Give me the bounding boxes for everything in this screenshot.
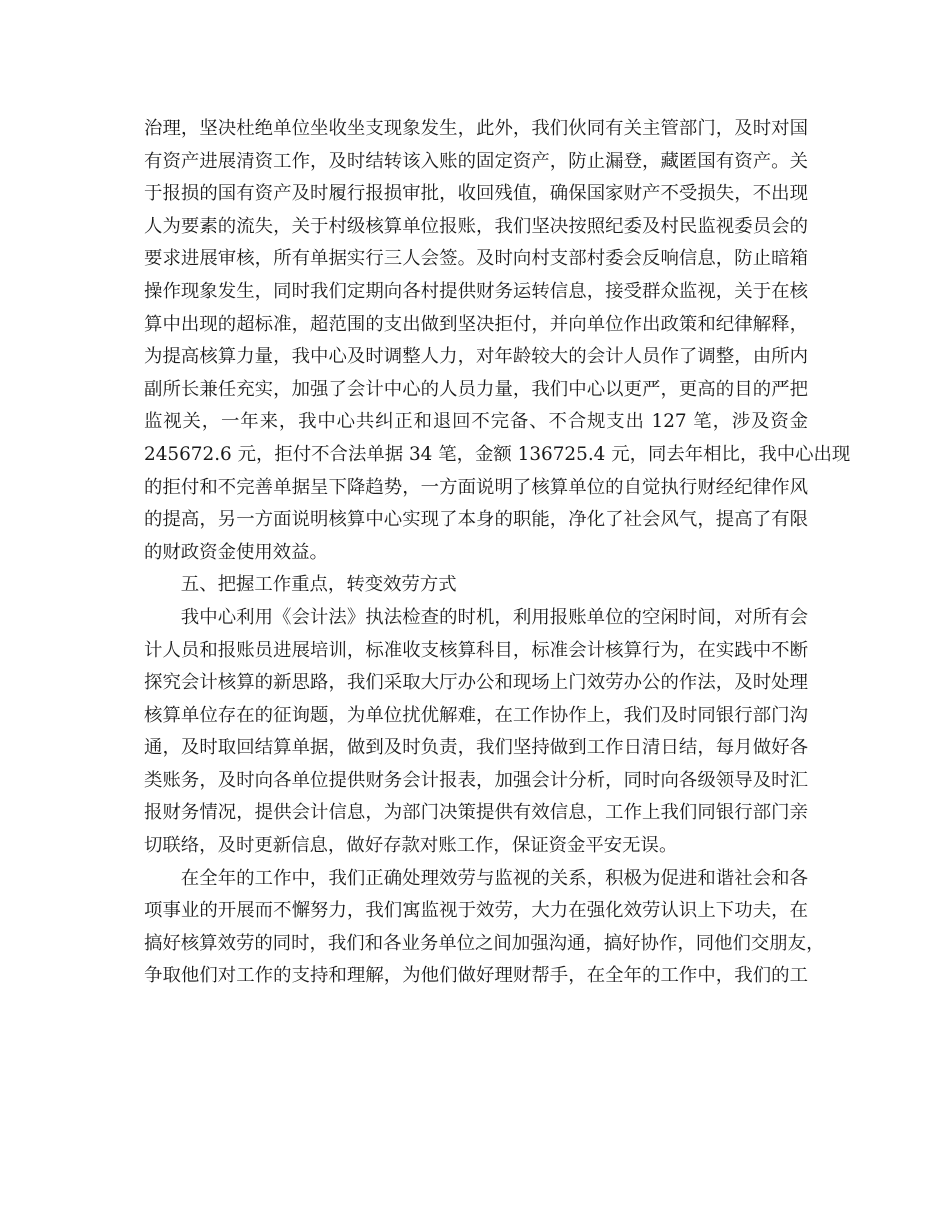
text-line: 计人员和报账员进展培训，标准收支核算科目，标准会计核算行为，在实践中不断 bbox=[144, 639, 808, 661]
text-line: 于报损的国有资产及时履行报损审批，收回残值，确保国家财产不受损失，不出现 bbox=[144, 183, 808, 205]
text-line: 要求进展审核，所有单据实行三人会签。及时向村支部村委会反响信息，防止暗箱 bbox=[144, 248, 808, 270]
text-line: 算中出现的超标准，超范围的支出做到坚决拒付，并向单位作出政策和纪律解释， bbox=[144, 313, 808, 335]
text-line: 探究会计核算的新思路，我们采取大厅办公和现场上门效劳办公的作法，及时处理 bbox=[144, 672, 808, 694]
text-line: 争取他们对工作的支持和理解，为他们做好理财帮手，在全年的工作中，我们的工 bbox=[144, 965, 808, 987]
paragraph bbox=[144, 602, 808, 863]
paragraph bbox=[144, 569, 808, 602]
text-line: 我中心利用《会计法》执法检查的时机，利用报账单位的空闲时间，对所有会 bbox=[180, 606, 808, 628]
text-line: 搞好核算效劳的同时，我们和各业务单位之间加强沟通，搞好协作，同他们交朋友， bbox=[144, 932, 825, 954]
text-line: 245672.6 元，拒付不合法单据 34 笔，金额 136725.4 元，同去年相比，我中心出现 bbox=[144, 443, 851, 465]
text-line: 人为要素的流失，关于村级核算单位报账，我们坚决按照纪委及村民监视委员会的 bbox=[144, 215, 808, 237]
document-body bbox=[144, 113, 851, 993]
text-line: 五、把握工作重点，转变效劳方式 bbox=[180, 574, 457, 596]
text-line: 报财务情况，提供会计信息，为部门决策提供有效信息，工作上我们同银行部门亲 bbox=[144, 802, 808, 824]
paragraph bbox=[144, 863, 825, 993]
text-line: 核算单位存在的征询题，为单位扰优解难，在工作协作上，我们及时同银行部门沟 bbox=[144, 704, 808, 726]
text-line: 为提高核算力量，我中心及时调整人力，对年龄较大的会计人员作了调整，由所内 bbox=[144, 346, 808, 368]
text-line: 治理，坚决杜绝单位坐收坐支现象发生，此外，我们伙同有关主管部门，及时对国 bbox=[144, 118, 808, 139]
text-line: 的财政资金使用效益。 bbox=[144, 541, 328, 563]
text-line: 的拒付和不完善单据呈下降趋势，一方面说明了核算单位的自觉执行财经纪律作风 bbox=[144, 476, 808, 498]
text-line: 通，及时取回结算单据，做到及时负责，我们坚持做到工作日清日结，每月做好各 bbox=[144, 737, 808, 759]
text-line: 副所长兼任充实，加强了会计中心的人员力量，我们中心以更严，更高的目的严把 bbox=[144, 378, 808, 400]
text-line: 项事业的开展而不懈努力，我们寓监视于效劳，大力在强化效劳认识上下功夫，在 bbox=[144, 900, 808, 922]
text-line: 在全年的工作中，我们正确处理效劳与监视的关系，积极为促进和谐社会和各 bbox=[180, 867, 808, 889]
paragraph bbox=[144, 113, 851, 569]
text-line: 切联络，及时更新信息，做好存款对账工作，保证资金平安无误。 bbox=[144, 835, 678, 857]
text-line: 监视关，一年来，我中心共纠正和退回不完备、不合规支出 127 笔，涉及资金 bbox=[144, 411, 808, 433]
text-line: 有资产进展清资工作，及时结转该入账的固定资产，防止漏登，藏匿国有资产。关 bbox=[144, 150, 808, 172]
text-line: 的提高，另一方面说明核算中心实现了本身的职能，净化了社会风气，提高了有限 bbox=[144, 509, 808, 531]
text-line: 操作现象发生，同时我们定期向各村提供财务运转信息，接受群众监视，关于在核 bbox=[144, 280, 808, 302]
text-line: 类账务，及时向各单位提供财务会计报表，加强会计分析，同时向各级领导及时汇 bbox=[144, 769, 808, 791]
